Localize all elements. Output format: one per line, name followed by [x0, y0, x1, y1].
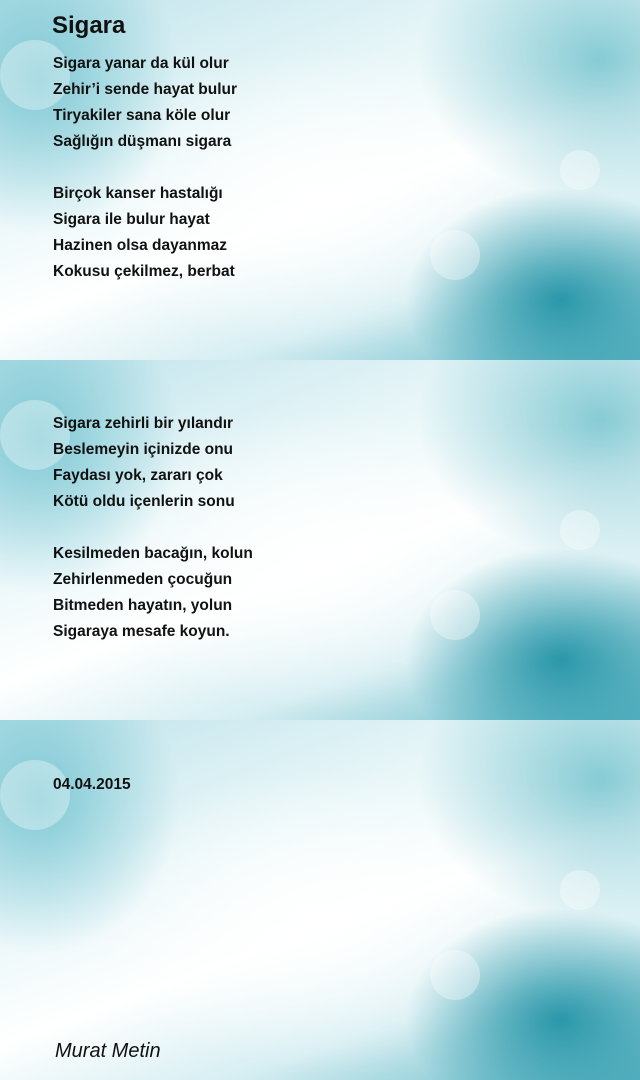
poem-line: Zehir’i sende hayat bulur [53, 81, 238, 98]
author-signature: Murat Metin [55, 1040, 161, 1062]
poem-line: Zehirlenmeden çocuğun [53, 571, 233, 588]
poem-line: Hazinen olsa dayanmaz [53, 237, 228, 254]
poem-panel-3 [0, 720, 640, 1080]
poem-line: Beslemeyin içinizde onu [53, 441, 234, 458]
poem-line: Sigaraya mesafe koyun. [53, 623, 230, 640]
bokeh-light [560, 510, 600, 550]
poem-line: Sağlığın düşmanı sigara [53, 133, 232, 150]
poem-line: Bitmeden hayatın, yolun [53, 597, 233, 614]
poem-line: Birçok kanser hastalığı [53, 185, 223, 202]
poem-line: Sigara ile bulur hayat [53, 211, 210, 228]
bokeh-light [0, 40, 70, 110]
poem-line: Kötü oldu içenlerin sonu [53, 493, 235, 510]
poem-line: Kesilmeden bacağın, kolun [53, 545, 253, 562]
poem-line: Tiryakiler sana köle olur [53, 107, 231, 124]
poem-date: 04.04.2015 [53, 776, 131, 793]
bokeh-light [0, 760, 70, 830]
poem-panel-1 [0, 0, 640, 360]
poem-line: Kokusu çekilmez, berbat [53, 263, 235, 280]
bokeh-light [560, 870, 600, 910]
poem-line: Sigara zehirli bir yılandır [53, 415, 234, 432]
bokeh-light [430, 950, 480, 1000]
poem-panel-2 [0, 360, 640, 720]
poem-title: Sigara [52, 12, 126, 39]
bokeh-light [560, 150, 600, 190]
bokeh-light [0, 400, 70, 470]
poem-line: Sigara yanar da kül olur [53, 55, 229, 72]
bokeh-light [430, 590, 480, 640]
bokeh-light [430, 230, 480, 280]
poem-line: Faydası yok, zararı çok [53, 467, 223, 484]
